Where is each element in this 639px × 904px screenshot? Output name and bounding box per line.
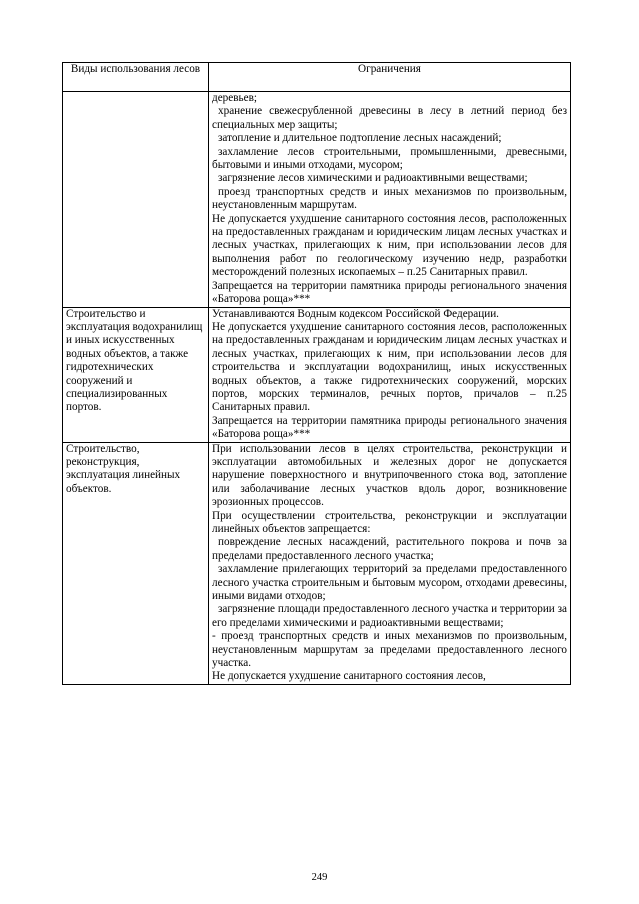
restriction-paragraph: Не допускается ухудшение санитарного состояния лесов, расположенных на предоставленных гражданам и юридическим лицам лесных участках и лесных участках, прилегающих к ним, при использовании лесов для выполнения работ по геологическому изучению недр, разработки месторождений полезных ископаемых – п.25 Санитарных правил. bbox=[212, 212, 567, 279]
restriction-paragraph: захламление лесов строительными, промышленными, древесными, бытовыми и иными отходами, мусором; bbox=[212, 145, 567, 172]
table-row bbox=[63, 307, 571, 442]
restriction-paragraph: повреждение лесных насаждений, растительного покрова и почв за пределами предоставленного лесного участка; bbox=[212, 536, 567, 562]
restriction-paragraph: захламление прилегающих территорий за пределами предоставленного лесного участка строительным и бытовым мусором, отходами древесины, иными видами отходов; bbox=[212, 563, 567, 603]
usage-type-cell bbox=[63, 307, 209, 442]
restrictions-cell bbox=[209, 307, 571, 442]
restriction-paragraph: - проезд транспортных средств и иных механизмов по произвольным, неустановленным маршрутам за пределами предоставленного лесного участка. bbox=[212, 630, 567, 670]
restriction-paragraph: загрязнение площади предоставленного лесного участка и территории за его пределами химическими и радиоактивными веществами; bbox=[212, 603, 567, 629]
restriction-paragraph: Запрещается на территории памятника природы регионального значения «Баторова роща»*** bbox=[212, 414, 567, 441]
usage-type-cell bbox=[63, 442, 209, 684]
restrictions-cell bbox=[209, 442, 571, 684]
restriction-paragraph: хранение свежесрубленной древесины в лесу в летний период без специальных мер защиты; bbox=[212, 105, 567, 131]
restriction-paragraph: При использовании лесов в целях строительства, реконструкции и эксплуатации автомобильных и железных дорог не допускается нарушение поверхностного и внутрипочвенного стока вод, затопление или заболачивание лесных участков вдоль дорог, возникновение эрозионных процессов. bbox=[212, 442, 567, 509]
header-usage-types: Виды использования лесов bbox=[63, 63, 209, 92]
restriction-paragraph: деревьев; bbox=[212, 92, 257, 104]
table-row bbox=[63, 92, 571, 308]
restriction-paragraph: проезд транспортных средств и иных механизмов по произвольным, неустановленным маршрутам. bbox=[212, 185, 567, 212]
restriction-paragraph: Запрещается на территории памятника природы регионального значения «Баторова роща»*** bbox=[212, 279, 567, 306]
header-restrictions: Ограничения bbox=[209, 63, 571, 92]
table-row bbox=[63, 442, 571, 684]
restriction-paragraph: При осуществлении строительства, реконструкции и эксплуатации линейных объектов запрещается: bbox=[212, 509, 567, 535]
table-header-row bbox=[63, 63, 571, 92]
usage-type-cell bbox=[63, 92, 209, 308]
restriction-paragraph: Устанавливаются Водным кодексом Российской Федерации. bbox=[212, 307, 499, 320]
restrictions-table bbox=[62, 62, 571, 685]
usage-type-text: Строительство, реконструкция, эксплуатация линейных объектов. bbox=[66, 442, 181, 495]
restriction-paragraph: Не допускается ухудшение санитарного состояния лесов, bbox=[212, 670, 486, 683]
page-number: 249 bbox=[311, 872, 328, 883]
restriction-paragraph: загрязнение лесов химическими и радиоактивными веществами; bbox=[218, 172, 528, 185]
usage-type-text: Строительство и эксплуатация водохранилищ и иных искусственных водных объектов, а также гидротехнических сооружений и специализированных портов. bbox=[66, 307, 203, 414]
restriction-paragraph: Не допускается ухудшение санитарного состояния лесов, расположенных на предоставленных гражданам и юридическим лицам лесных участках и лесных участках, прилегающих к ним, при использовании лесов для строительства и эксплуатации водохранилищ, иных искусственных водных объектов, а также гидротехнических сооружений, морских портов, морских терминалов, речных портов, причалов – п.25 Санитарных правил. bbox=[212, 320, 567, 414]
restriction-paragraph: затопление и длительное подтопление лесных насаждений; bbox=[218, 132, 502, 145]
restrictions-cell bbox=[209, 92, 571, 308]
